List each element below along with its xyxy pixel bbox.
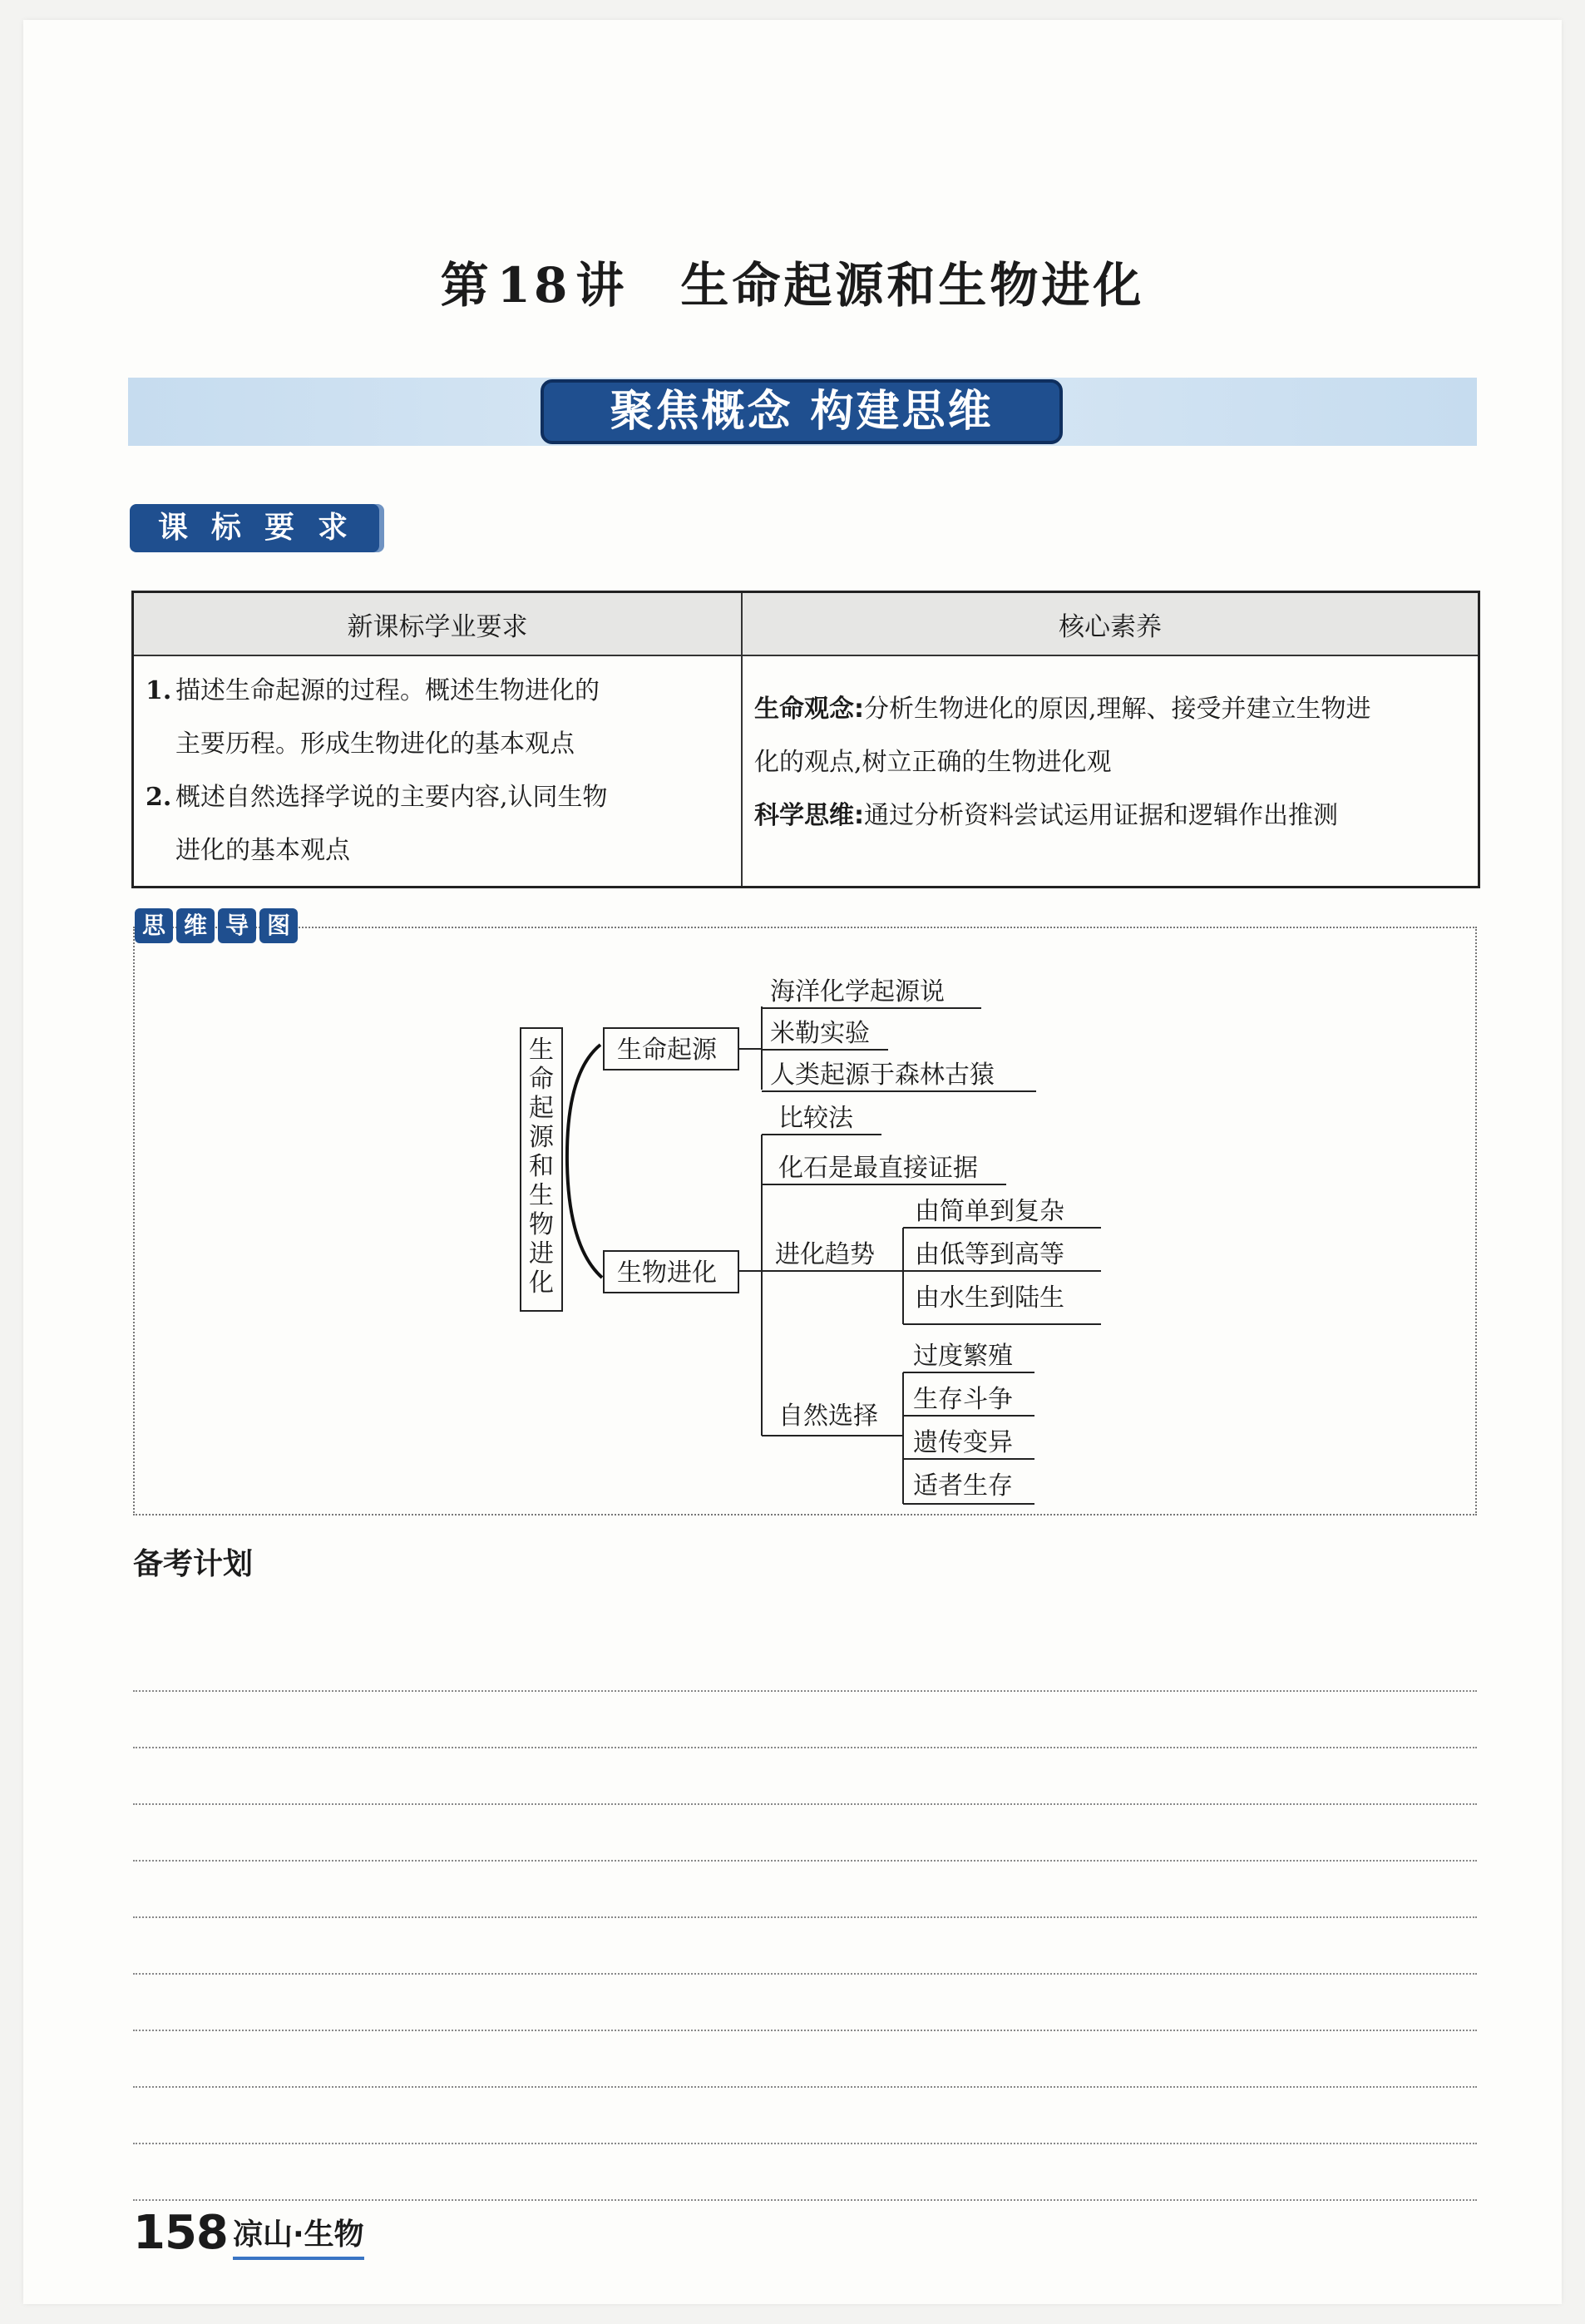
trend-label: 进化趋势 bbox=[775, 1240, 875, 1269]
mind-root-char: 物 bbox=[529, 1210, 554, 1239]
study-plan-lines bbox=[133, 1635, 1477, 2201]
study-plan-title: 备考计划 bbox=[133, 1547, 254, 1581]
branch1-item: 人类起源于森林古猿 bbox=[770, 1061, 995, 1090]
mind-root-label bbox=[529, 1036, 555, 1298]
trend-item: 由低等到高等 bbox=[915, 1240, 1064, 1269]
mind-root-char: 源 bbox=[529, 1123, 554, 1152]
selection-item: 过度繁殖 bbox=[913, 1342, 1013, 1371]
branch-label-evolution: 生物进化 bbox=[617, 1258, 717, 1288]
branch1-item: 米勒实验 bbox=[770, 1019, 870, 1048]
branch2-item: 化石是最直接证据 bbox=[778, 1154, 978, 1183]
selection-item: 生存斗争 bbox=[913, 1385, 1013, 1414]
mind-root-char: 进 bbox=[529, 1239, 554, 1268]
selection-item: 适者生存 bbox=[913, 1471, 1013, 1501]
trend-item: 由简单到复杂 bbox=[915, 1197, 1064, 1226]
page-title: 第 18 讲 生命起源和生物进化 bbox=[440, 257, 1145, 314]
branch1-item: 海洋化学起源说 bbox=[770, 977, 945, 1006]
selection-label: 自然选择 bbox=[778, 1402, 878, 1431]
mind-root-char: 命 bbox=[529, 1065, 554, 1094]
mind-root-char: 起 bbox=[529, 1094, 554, 1123]
page-number: 158 bbox=[133, 2206, 228, 2260]
list-item: 1. 描述生命起源的过程。概述生物进化的 主要历程。形成生物进化的基本观点 bbox=[146, 676, 600, 759]
list-item: 科学思维:通过分析资料尝试运用证据和逻辑作出推测 bbox=[754, 801, 1338, 830]
mind-brace bbox=[567, 1045, 602, 1278]
list-item: 生命观念:分析生物进化的原因,理解、接受并建立生物进 bbox=[754, 695, 1371, 724]
mind-root-char: 生 bbox=[529, 1036, 554, 1065]
trend-item: 由水生到陆生 bbox=[915, 1283, 1064, 1313]
curriculum-tag: 课标要求 bbox=[130, 504, 379, 552]
mind-map-tag: 思 维 导 图 bbox=[135, 908, 298, 943]
list-item-cont: 化的观点,树立正确的生物进化观 bbox=[754, 748, 1112, 777]
list-item: 2. 概述自然选择学说的主要内容,认同生物 进化的基本观点 bbox=[146, 783, 608, 865]
branch2-item: 比较法 bbox=[778, 1104, 853, 1133]
mind-root-char: 生 bbox=[529, 1181, 554, 1210]
table-header-literacy: 核心素养 bbox=[742, 592, 1479, 656]
branch-label-origin: 生命起源 bbox=[617, 1036, 717, 1065]
book-source: 凉山·生物 bbox=[233, 2211, 364, 2260]
selection-item: 遗传变异 bbox=[913, 1428, 1013, 1457]
mind-root-char: 化 bbox=[529, 1268, 554, 1298]
mind-root-char: 和 bbox=[529, 1152, 554, 1181]
section-banner: 聚焦概念 构建思维 bbox=[541, 379, 1063, 444]
table-header-requirements: 新课标学业要求 bbox=[133, 592, 743, 656]
